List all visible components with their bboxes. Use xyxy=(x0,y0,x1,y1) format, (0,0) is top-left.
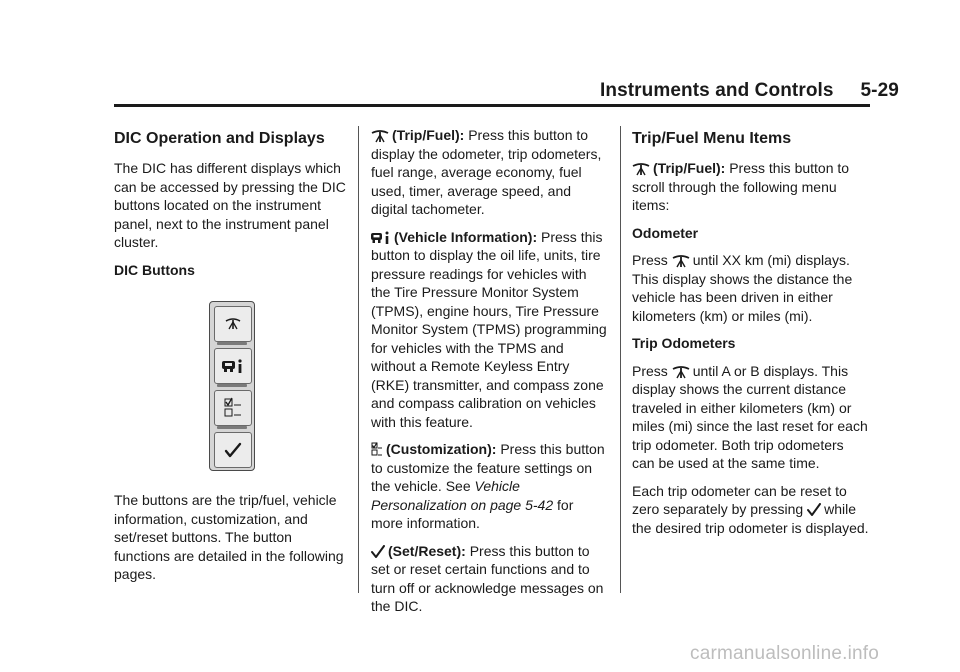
cross-reference-link[interactable]: Vehicle Personalization on page 5-42 xyxy=(371,478,554,513)
subheading: Trip Odometers xyxy=(632,335,736,351)
inline-text: zero separately by pressing xyxy=(632,501,804,517)
vehicle-information-description: Press this button to display the oil life, units, tire pressure readings for vehicles with the Tire Pressure Monitor System (TPMS), engine hours, Tire Pressure Monitor System (TPMS) programming for vehicles with the TPMS and without a Remote Keyless Entry (RKE) transmitter, and compass zone and compass calibration on vehicles with this feature. xyxy=(371,228,607,430)
paragraph: The DIC has different displays which can be accessed by pressing the DIC buttons located on the instrument panel, next to the instrument panel cluster. xyxy=(114,160,346,250)
column-divider xyxy=(358,126,359,593)
customization-icon xyxy=(371,442,383,457)
checkmark-icon xyxy=(371,545,385,559)
dic-buttons-illustration xyxy=(209,301,255,471)
header-rule xyxy=(114,104,870,107)
set-reset-term: (Set/Reset): xyxy=(388,542,466,559)
checkmark-icon xyxy=(807,503,821,517)
inline-text: while xyxy=(824,501,856,517)
vehicle-information-icon xyxy=(371,231,391,245)
customization-button-icon xyxy=(214,390,252,426)
column-1 xyxy=(114,126,346,593)
inline-text: Press xyxy=(632,362,668,379)
trip-fuel-button-icon xyxy=(214,306,252,342)
trip-fuel-term: (Trip/Fuel): xyxy=(653,160,726,176)
paragraph: The buttons are the trip/fuel, vehicle information, customization, and set/reset buttons. The button functions are detailed in the following pages. xyxy=(114,492,344,582)
odometer-entry xyxy=(632,251,870,325)
trip-fuel-entry xyxy=(371,126,607,219)
odometer-description: displays. This display shows the distance the vehicle has been driven in either kilometers (km) or miles (mi). xyxy=(632,252,853,324)
vehicle-information-entry xyxy=(371,228,607,432)
trip-fuel-term: (Trip/Fuel): xyxy=(392,127,465,143)
trip-fuel-icon xyxy=(672,254,690,268)
button-separator xyxy=(217,342,247,345)
customization-description: Press this button to customize the feature settings on the vehicle. See xyxy=(371,441,605,494)
inline-text: until A or B displays. xyxy=(692,362,818,379)
vehicle-information-term: (Vehicle Information): xyxy=(394,228,538,245)
inline-text: Each trip odometer can be reset to xyxy=(632,482,847,499)
inline-text: until XX km (mi) xyxy=(692,252,792,268)
customization-term: (Customization): xyxy=(386,441,497,457)
trip-odometer-description: This display shows the current distance traveled in either kilometers (km) or miles (mi) since the last reset for each trip odometer. Both trip odometers can be used at the same time. xyxy=(632,362,868,471)
column-divider xyxy=(620,126,621,593)
reset-entry xyxy=(632,482,870,538)
set-reset-description: Press this button to set or reset certain functions and to turn off or acknowledge messages on the DIC. xyxy=(371,542,604,614)
section-heading: DIC Operation and Displays xyxy=(114,130,325,147)
trip-fuel-description: Press this button to display the odometer, trip odometers, fuel range, average economy, fuel used, timer, average speed, and digital tachometer. xyxy=(371,127,602,217)
trip-odometer-entry xyxy=(632,362,870,473)
trip-fuel-description: Press this button to scroll through the following menu items: xyxy=(632,160,850,213)
button-separator xyxy=(217,426,247,429)
trip-fuel-icon xyxy=(672,365,690,379)
set-reset-entry xyxy=(371,542,607,616)
page-header-title: Instruments and Controls 5-29 xyxy=(600,80,899,101)
trip-fuel-icon xyxy=(371,129,389,143)
vehicle-information-button-icon xyxy=(214,348,252,384)
subheading: DIC Buttons xyxy=(114,261,195,278)
trip-fuel-icon xyxy=(632,162,650,176)
watermark: carmanualsonline.info xyxy=(690,643,880,664)
inline-text: Press xyxy=(632,252,668,268)
customization-entry xyxy=(371,440,607,533)
customization-description-tail: for more information. xyxy=(371,496,574,531)
subheading: Odometer xyxy=(632,224,699,241)
button-separator xyxy=(217,384,247,387)
section-heading: Trip/Fuel Menu Items xyxy=(632,130,792,147)
trip-fuel-entry xyxy=(632,159,870,215)
column-2 xyxy=(371,126,607,625)
column-3 xyxy=(632,126,870,546)
set-reset-button-icon xyxy=(214,432,252,468)
inline-text: the desired trip odometer is displayed. xyxy=(632,519,869,536)
